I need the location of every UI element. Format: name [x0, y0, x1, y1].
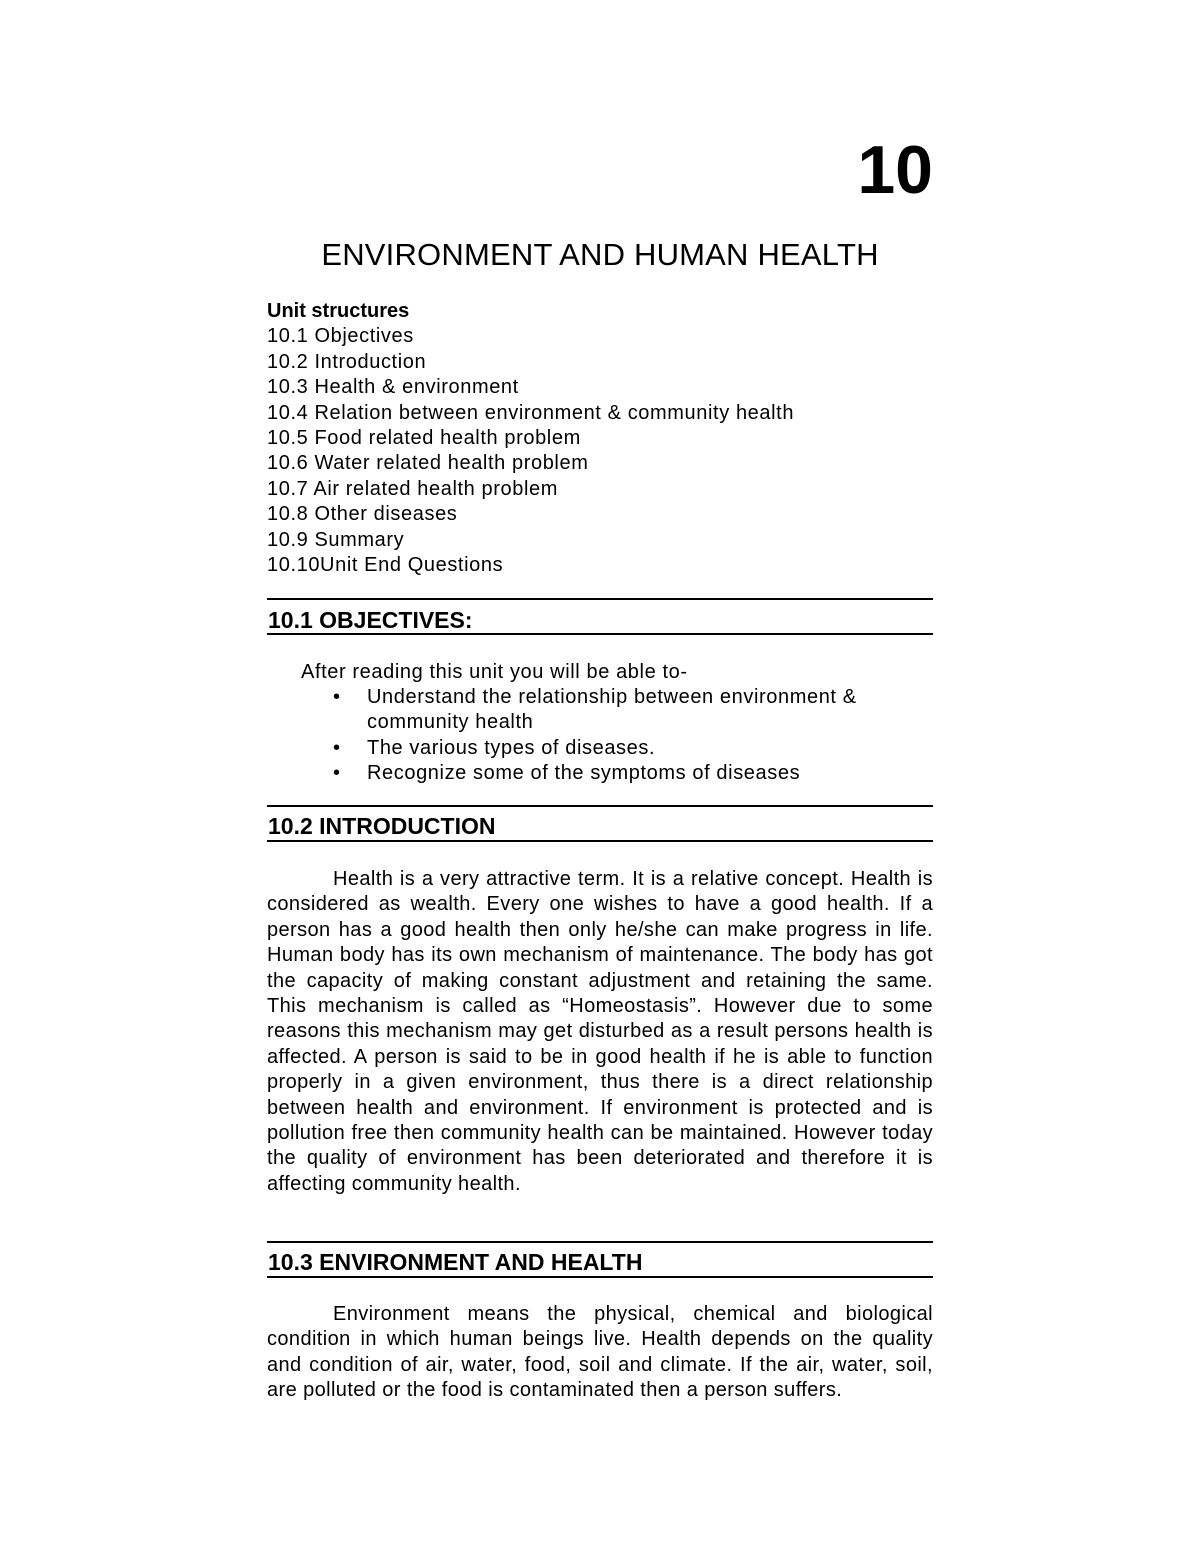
section-rule-bottom: [267, 840, 933, 842]
unit-structures: [267, 299, 794, 578]
list-item-text: Understand the relationship between environment & community health: [367, 686, 857, 734]
toc-item-objectives: 10.1 Objectives: [267, 325, 414, 348]
section-rule-bottom: [267, 633, 933, 635]
toc-item-water: 10.6 Water related health problem: [267, 452, 589, 475]
introduction-paragraph: Health is a very attractive term. It is a relative concept. Health is considered as wealth. Every one wishes to have a good health. If a person has a good health then only he/she can make progress in life. Human body has its own mechanism of maintenance. The body has got the capacity of making constant adjustment and retaining the same. This mechanism is called as “Homeostasis”. However due to some reasons this mechanism may get disturbed as a result persons health is affected. A person is said to be in good health if he is able to function properly in a given environment, thus there is a direct relationship between health and environment. If environment is protected and is pollution free then community health can be maintained. However today the quality of environment has been deteriorated and therefore it is affecting community health.: [267, 868, 933, 1195]
bullet-icon: •: [333, 736, 341, 759]
section-rule-top: [267, 598, 933, 600]
section-rule-top: [267, 1241, 933, 1243]
list-item-text: Recognize some of the symptoms of diseases: [367, 762, 801, 785]
objectives-heading: 10.1 OBJECTIVES:: [268, 607, 473, 633]
toc-item-relation: 10.4 Relation between environment & community health: [267, 401, 795, 424]
objectives-intro: After reading this unit you will be able to-: [301, 661, 688, 683]
list-item-text: The various types of diseases.: [367, 736, 656, 759]
toc-item-introduction: 10.2 Introduction: [267, 350, 427, 373]
toc-item-air: 10.7 Air related health problem: [267, 477, 558, 500]
objectives-list: [333, 685, 933, 787]
document-page: [267, 0, 933, 1553]
list-item: [333, 685, 933, 736]
list-item: [333, 736, 933, 761]
unit-structures-heading: Unit structures: [267, 300, 410, 322]
chapter-number: 10: [857, 132, 933, 208]
chapter-title: ENVIRONMENT AND HUMAN HEALTH: [321, 237, 879, 272]
environment-health-paragraph: Environment means the physical, chemical and biological condition in which human beings live. Health depends on the quality and condition of air, water, food, soil and climate. If the air, water, soil, are polluted or the food is contaminated then a person suffers.: [267, 1303, 933, 1402]
bullet-icon: •: [333, 686, 341, 708]
toc-item-summary: 10.9 Summary: [267, 528, 405, 551]
environment-health-heading: 10.3 ENVIRONMENT AND HEALTH: [268, 1249, 643, 1275]
toc-item-unit-end-questions: 10.10Unit End Questions: [267, 554, 504, 577]
section-rule-bottom: [267, 1276, 933, 1278]
list-item: [333, 761, 933, 786]
bullet-icon: •: [333, 762, 341, 785]
introduction-heading: 10.2 INTRODUCTION: [268, 813, 496, 839]
toc-item-health-environment: 10.3 Health & environment: [267, 376, 519, 399]
section-rule-top: [267, 805, 933, 807]
toc-item-food: 10.5 Food related health problem: [267, 427, 581, 450]
toc-item-other-diseases: 10.8 Other diseases: [267, 503, 458, 526]
